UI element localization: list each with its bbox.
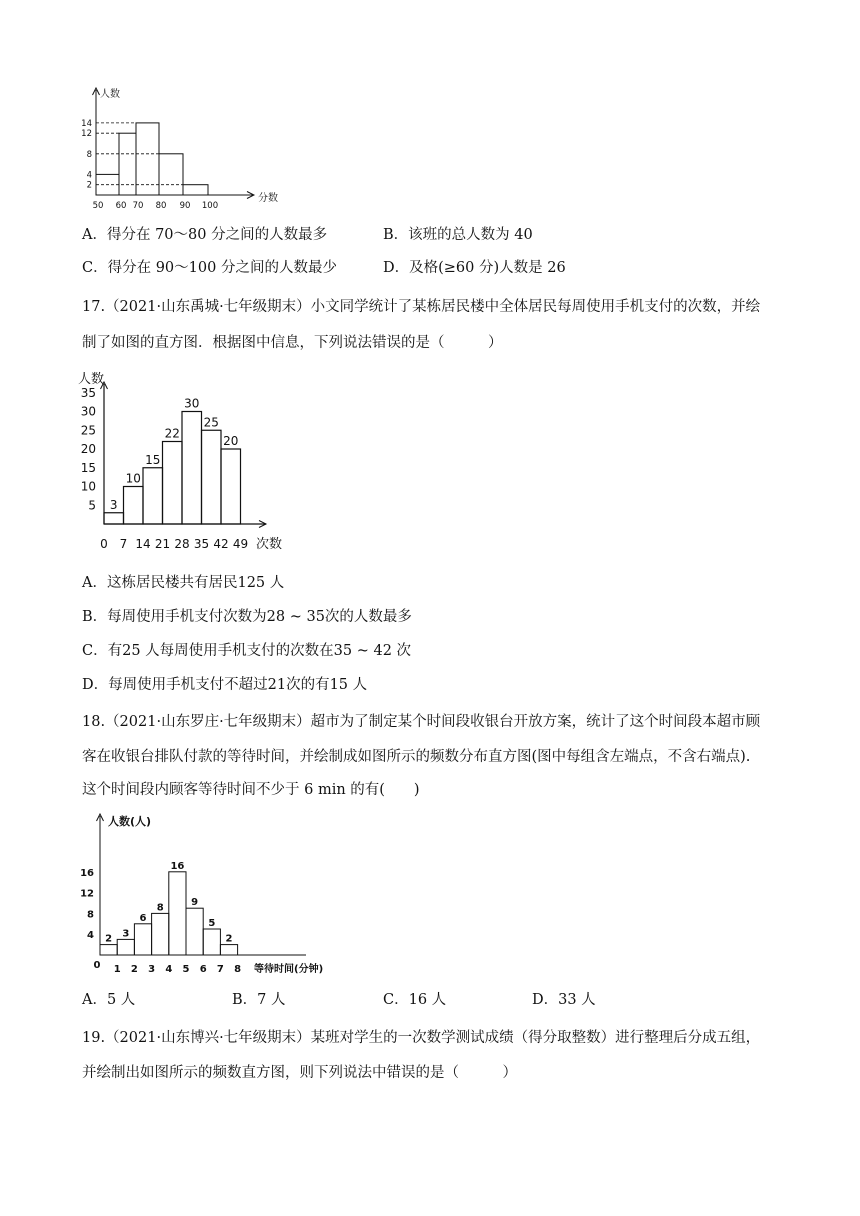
histogram-bar: [221, 449, 241, 524]
y-tick-label: 4: [86, 170, 92, 181]
x-tick-label: 70: [132, 201, 144, 211]
q18-option-b: B．7 人: [232, 992, 286, 1008]
y-tick-label: 16: [80, 867, 94, 879]
histogram-scores: [78, 84, 278, 214]
q17-stem-line1: 17.（2021·山东禹城·七年级期末）小文同学统计了某栋居民楼中全体居民每周使用手机支付的次数，并绘: [82, 299, 761, 315]
histogram-bar: [136, 123, 159, 195]
bar-value-label: 16: [170, 860, 185, 872]
bar-value-label: 2: [105, 933, 113, 945]
histogram-bar: [119, 133, 136, 195]
histogram-bar: [202, 430, 222, 524]
q17-option-b: B．每周使用手机支付次数为28 ~ 35次的人数最多: [82, 609, 412, 625]
bar-value-label: 30: [184, 396, 200, 411]
q16-option-c: C．得分在 90～100 分之间的人数最少: [82, 260, 337, 276]
x-tick-label: 6: [199, 964, 207, 975]
x-tick-label: 60: [115, 201, 127, 211]
histogram-bar: [100, 945, 117, 955]
q19-stem-line2: 并绘制出如图所示的频数直方图，则下列说法中错误的是（ ）: [82, 1065, 517, 1081]
x-tick-label: 1: [113, 964, 121, 975]
x-tick-label: 35: [193, 537, 210, 551]
y-tick-label: 20: [80, 442, 96, 456]
histogram-bar: [117, 939, 134, 955]
bar-value-label: 20: [223, 434, 239, 448]
q17-stem-line2: 制了如图的直方图．根据图中信息，下列说法错误的是（ ）: [82, 335, 503, 351]
bar-value-label: 3: [122, 928, 130, 940]
x-axis-label: 分数: [258, 193, 278, 204]
x-tick-label: 80: [155, 201, 167, 211]
y-tick-label: 12: [80, 888, 94, 900]
y-tick-label: 30: [80, 404, 96, 419]
x-axis-label: 等待时间(分钟): [254, 964, 324, 975]
y-axis-label: 人数: [100, 89, 120, 100]
x-tick-label: 28: [174, 537, 190, 551]
bar-value-label: 9: [191, 897, 199, 909]
histogram-bar: [182, 412, 202, 525]
bar-value-label: 6: [139, 912, 147, 924]
histogram-bar: [163, 442, 183, 525]
x-tick-label: 7: [119, 537, 128, 551]
bar-value-label: 3: [109, 497, 118, 512]
bar-value-label: 15: [145, 452, 161, 467]
q17-option-d: D．每周使用手机支付不超过21次的有15 人: [82, 677, 368, 693]
histogram-bar: [134, 924, 151, 955]
x-tick-label: 8: [234, 964, 242, 975]
histogram-bar: [152, 913, 169, 955]
x-tick-label: 50: [92, 201, 104, 211]
x-tick-label: 5: [182, 964, 190, 975]
q16-option-b: B．该班的总人数为 40: [383, 227, 533, 243]
y-tick-label: 8: [86, 149, 92, 160]
y-tick-label: 8: [87, 909, 94, 921]
x-tick-label: 90: [179, 201, 191, 211]
histogram-bar: [124, 487, 144, 525]
histogram-waiting-time: [80, 808, 346, 978]
histogram-bar: [143, 468, 163, 524]
bar-value-label: 2: [225, 933, 233, 945]
y-tick-label: 2: [86, 180, 92, 191]
q17-option-c: C．有25 人每周使用手机支付的次数在35 ~ 42 次: [82, 643, 412, 659]
q17-option-a: A．这栋居民楼共有居民125 人: [82, 575, 285, 591]
q18-stem-line2: 客在收银台排队付款的等待时间，并绘制成如图所示的频数分布直方图(图中每组含左端点，不含右端点).: [82, 749, 751, 765]
histogram-bar: [186, 908, 203, 955]
histogram-bar: [183, 185, 208, 195]
histogram-bar: [159, 154, 183, 195]
x-axis-label: 次数: [256, 537, 283, 552]
x-tick-label: 4: [165, 964, 173, 975]
q18-stem-line1: 18.（2021·山东罗庄·七年级期末）超市为了制定某个时间段收银台开放方案，统计了这个时间段本超市顾: [82, 714, 761, 730]
q18-option-d: D．33 人: [532, 992, 596, 1008]
x-tick-label: 14: [135, 537, 151, 551]
x-tick-label: 49: [232, 537, 249, 551]
histogram-bar: [203, 929, 220, 955]
q19-stem-line1: 19.（2021·山东博兴·七年级期末）某班对学生的一次数学测试成绩（得分取整数）进行整理后分成五组，: [82, 1030, 761, 1046]
x-tick-label: 2: [130, 964, 138, 975]
x-tick-label: 7: [216, 964, 224, 975]
histogram-payments: [76, 366, 308, 556]
q18-option-c: C．16 人: [383, 992, 447, 1008]
x-tick-label: 100: [201, 201, 219, 211]
y-tick-label: 5: [88, 498, 96, 513]
bar-value-label: 8: [156, 902, 164, 914]
x-tick-label: 42: [213, 537, 229, 551]
y-axis-label: 人数: [78, 372, 105, 387]
q16-option-a: A．得分在 70～80 分之间的人数最多: [82, 227, 328, 243]
y-tick-label: 10: [80, 479, 96, 494]
histogram-bar: [169, 872, 186, 955]
q18-option-a: A．5 人: [82, 992, 136, 1008]
x-tick-label: 0: [93, 960, 101, 971]
x-tick-label: 21: [154, 537, 171, 551]
q18-stem-line3: 这个时间段内顾客等待时间不少于 6 min 的有( ): [82, 782, 420, 798]
x-tick-label: 3: [148, 964, 156, 975]
histogram-bar: [220, 945, 237, 955]
q16-option-d: D．及格(≥60 分)人数是 26: [383, 260, 566, 276]
bar-value-label: 25: [203, 415, 219, 430]
y-axis-label: 人数(人): [108, 815, 152, 828]
y-tick-label: 35: [80, 385, 96, 400]
bar-value-label: 5: [208, 918, 216, 929]
y-tick-label: 15: [80, 460, 96, 475]
y-tick-label: 25: [80, 423, 96, 438]
y-tick-label: 14: [81, 118, 92, 129]
bar-value-label: 22: [164, 426, 180, 441]
y-tick-label: 4: [87, 930, 94, 942]
y-tick-label: 12: [81, 129, 92, 140]
histogram-bar: [104, 513, 124, 524]
bar-value-label: 10: [125, 471, 141, 486]
x-tick-label: 0: [100, 537, 108, 551]
